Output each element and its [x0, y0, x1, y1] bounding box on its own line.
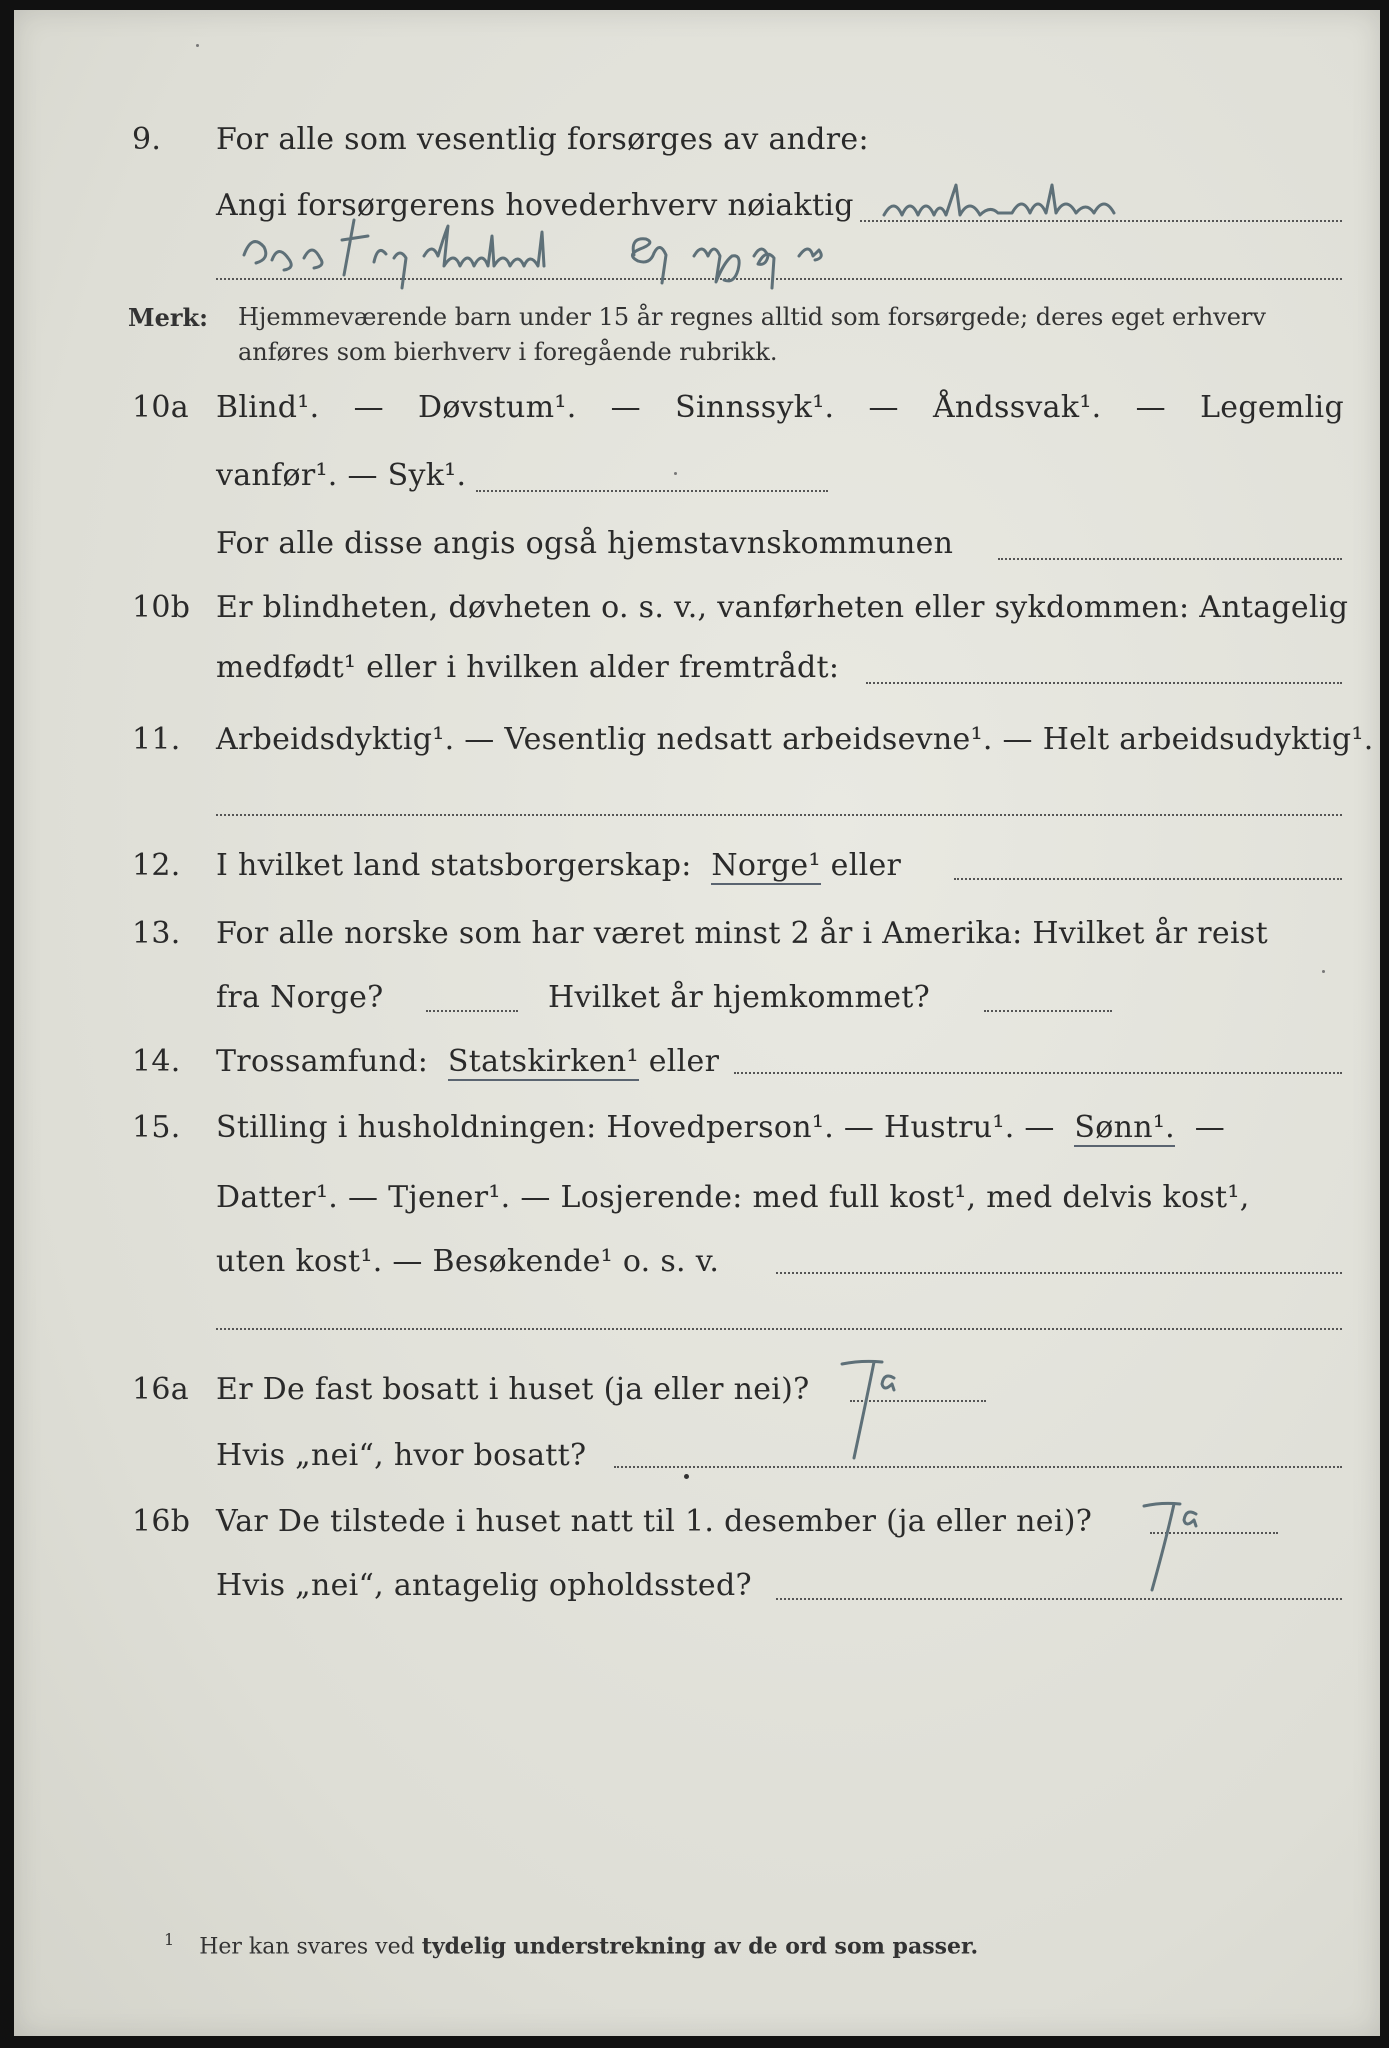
q15-line3: uten kost¹. — Besøkende¹ o. s. v.: [216, 1244, 720, 1279]
q16b-handwritten-answer: [1138, 1490, 1248, 1600]
q10a-hjemstavn-answer-line: [998, 558, 1342, 560]
q15-number: 15.: [132, 1110, 181, 1145]
q10a-number: 10a: [132, 390, 189, 425]
q15-line2: Datter¹. — Tjener¹. — Losjerende: med full kost¹, med delvis kost¹,: [216, 1180, 1250, 1215]
q10a-dash-2: —: [610, 390, 641, 425]
census-form-page: [14, 10, 1380, 2036]
q16a-handwritten-answer: [834, 1350, 954, 1470]
q13-reist-answer-line: [426, 1010, 518, 1012]
q14-prefix: Trossamfund:: [216, 1044, 429, 1079]
q14-line: [216, 1044, 719, 1081]
footnote-plain: Her kan svares ved: [199, 1934, 415, 1960]
q15-answer-line2: [216, 1328, 1342, 1330]
q16a-number: 16a: [132, 1372, 189, 1407]
q11-line1: Arbeidsdyktig¹. — Vesentlig nedsatt arbeidsevne¹. — Helt arbeidsudyktig¹.: [216, 722, 1374, 757]
q14-answer-line: [734, 1072, 1342, 1074]
q13-line2a: fra Norge?: [216, 980, 384, 1015]
q15-sonn-underlined: Sønn¹.: [1074, 1110, 1176, 1145]
q9-handwritten-answer: [224, 170, 1344, 310]
footnote-mark: 1: [164, 1930, 175, 1949]
q16a-bosatt-answer-line: [614, 1466, 1342, 1468]
q15-line1-dash: —: [1194, 1110, 1226, 1145]
q12-number: 12.: [132, 848, 181, 883]
q16b-line2: Hvis „nei“, antagelig opholdssted?: [216, 1568, 752, 1603]
q10a-option-blind: Blind¹.: [216, 390, 320, 425]
paper-speck: [674, 472, 677, 475]
merk-line2: anføres som bierhverv i foregående rubrikk.: [238, 338, 778, 366]
q14-statskirken-underlined: Statskirken¹: [447, 1044, 639, 1079]
q9-line2: Angi forsørgerens hovederhverv nøiaktig: [216, 188, 854, 223]
q10a-dash-3: —: [868, 390, 899, 425]
q10a-option-sinnssyk: Sinnssyk¹.: [675, 390, 835, 425]
q10a-line2: vanfør¹. — Syk¹.: [216, 458, 467, 493]
q16b-number: 16b: [132, 1504, 191, 1539]
q12-norge-underlined: Norge¹: [711, 848, 821, 883]
paper-speck: [684, 1474, 689, 1479]
q15-answer-line: [776, 1272, 1342, 1274]
q12-line: [216, 848, 901, 885]
q13-hjemkommet-answer-line: [984, 1010, 1112, 1012]
q13-line1: For alle norske som har været minst 2 år i Amerika: Hvilket år reist: [216, 916, 1268, 951]
q15-line1: [216, 1110, 1225, 1147]
q10a-option-andssvak: Åndssvak¹.: [932, 390, 1102, 425]
footnote-bold: tydelig understrekning av de ord som passer.: [421, 1933, 979, 1960]
q14-number: 14.: [132, 1044, 181, 1079]
q16a-line1: Er De fast bosatt i huset (ja eller nei)?: [216, 1372, 810, 1407]
q10a-dash-4: —: [1135, 390, 1166, 425]
q16a-line2: Hvis „nei“, hvor bosatt?: [216, 1438, 587, 1473]
q10a-syk-answer-line: [476, 490, 828, 492]
q10a-line1: [216, 390, 1344, 425]
q16b-line1: Var De tilstede i huset natt til 1. desember (ja eller nei)?: [216, 1504, 1093, 1539]
footnote: [164, 1930, 978, 1959]
q10a-dash-1: —: [353, 390, 384, 425]
q12-answer-line: [954, 878, 1342, 880]
q12-prefix: I hvilket land statsborgerskap:: [216, 848, 692, 883]
q13-line2b: Hvilket år hjemkommet?: [548, 980, 931, 1015]
q10a-option-legemlig: Legemlig: [1200, 390, 1344, 425]
q10b-line2: medfødt¹ eller i hvilken alder fremtrådt:: [216, 650, 840, 685]
q9-number: 9.: [132, 122, 162, 157]
q15-line1-text: Stilling i husholdningen: Hovedperson¹. — Hustru¹. —: [216, 1110, 1055, 1145]
q10a-option-dovstum: Døvstum¹.: [418, 390, 577, 425]
q10b-number: 10b: [132, 590, 191, 625]
q10b-line1: Er blindheten, døvheten o. s. v., vanførheten eller sykdommen: Antagelig: [216, 590, 1349, 625]
q10a-line3: For alle disse angis også hjemstavnskommunen: [216, 526, 954, 561]
q9-line1: For alle som vesentlig forsørges av andre:: [216, 122, 869, 157]
q14-suffix: eller: [648, 1044, 720, 1079]
paper-speck: [196, 44, 199, 47]
merk-label: Merk:: [128, 303, 208, 332]
q16b-opholdssted-answer-line: [776, 1598, 1342, 1600]
q12-suffix: eller: [830, 848, 902, 883]
paper-speck: [1322, 970, 1325, 973]
q11-number: 11.: [132, 722, 181, 757]
merk-line1: Hjemmeværende barn under 15 år regnes alltid som forsørgede; deres eget erhverv: [238, 303, 1266, 331]
q11-answer-line: [216, 814, 1342, 816]
q10b-answer-line: [866, 682, 1342, 684]
q13-number: 13.: [132, 916, 181, 951]
